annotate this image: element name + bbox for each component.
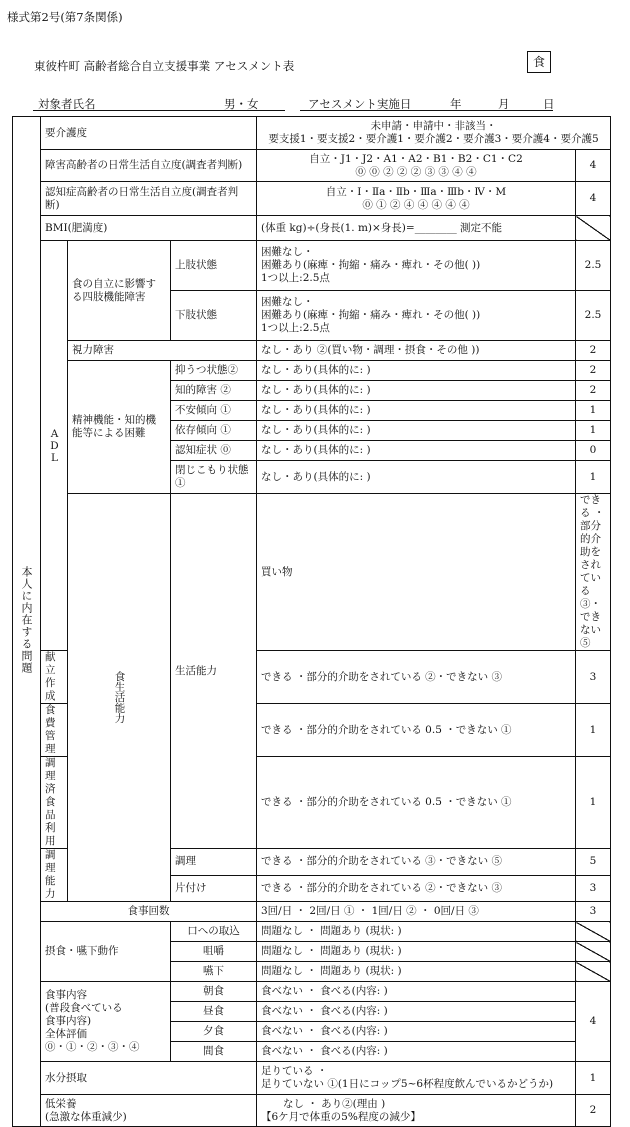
upper-limb-options: 困難なし・ 困難あり(麻痺・拘縮・痛み・痺れ・その他( )) 1つ以上:2.5点 [257, 241, 576, 291]
cooking-item-score: 5 [576, 849, 611, 876]
water-score: 1 [576, 1062, 611, 1095]
document-title: 東彼杵町 高齢者総合自立支援事業 アセスメント表 [34, 59, 295, 73]
date-day: 日 [543, 97, 555, 111]
mental-item-options: なし・あり(具体的に: ) [257, 381, 576, 401]
row-mental-1 [13, 361, 611, 381]
form-number: 様式第2号(第7条関係) [7, 10, 123, 24]
mental-item-options: なし・あり(具体的に: ) [257, 361, 576, 381]
meal-content-item-options: 食べない ・ 食べる(内容: ) [257, 1022, 576, 1042]
swallow-item-label: 嚥下 [171, 962, 257, 982]
living-item-options: できる ・部分的介助をされている ②・できない ③ [257, 651, 576, 704]
cooking-item-options: できる ・部分的介助をされている ③・できない ⑤ [257, 849, 576, 876]
row-upper-limb [13, 241, 611, 291]
side-label-cell [13, 117, 41, 1127]
swallow-score-void [576, 942, 611, 962]
subject-name-label: 対象者氏名 [38, 97, 96, 111]
mental-item-label: 不安傾向 ① [171, 401, 257, 421]
meal-content-item-options: 食べない ・ 食べる(内容: ) [257, 982, 576, 1002]
row-content-1 [13, 982, 611, 1002]
mental-item-options: なし・あり(具体的に: ) [257, 401, 576, 421]
living-item-score: 1 [576, 704, 611, 757]
meal-content-item-label: 昼食 [171, 1002, 257, 1022]
swallow-item-label: 咀嚼 [171, 942, 257, 962]
nutrition-options: なし ・ あり②(理由 ) 【6ケ月で体重の5%程度の減少】 [257, 1095, 576, 1127]
sex-choice: 男・女 [224, 97, 259, 111]
date-underline [300, 110, 553, 111]
swallow-label: 摂食・嚥下動作 [41, 922, 171, 982]
cooking-item-label: 調理 [171, 849, 257, 876]
meal-content-label: 食事内容 (普段食べている 食事内容) 全体評価 ⓪・①・②・③・④ [41, 982, 171, 1062]
swallow-score-void [576, 922, 611, 942]
water-options: 足りている ・ 足りていない ①(1日にコップ5~6杯程度飲んでいるかどうか) [257, 1062, 576, 1095]
living-item-options: できる ・部分的介助をされている 0.5 ・できない ① [257, 757, 576, 849]
mental-item-score: 1 [576, 401, 611, 421]
cooking-item-score: 3 [576, 875, 611, 902]
disability-independence-label: 障害高齢者の日常生活自立度(調査者判断) [41, 150, 257, 182]
row-dementia-independence [13, 182, 611, 216]
mental-function-label: 精神機能・知的機能等による困難 [68, 361, 171, 494]
mental-item-options: なし・あり(具体的に: ) [257, 441, 576, 461]
mental-item-options: なし・あり(具体的に: ) [257, 461, 576, 494]
upper-limb-label: 上肢状態 [171, 241, 257, 291]
nutrition-label: 低栄養 (急激な体重減少) [41, 1095, 257, 1127]
upper-limb-score: 2.5 [576, 241, 611, 291]
mental-item-score: 1 [576, 421, 611, 441]
vision-options: なし・あり ②(買い物・調理・摂食・その他 )) [257, 341, 576, 361]
mental-item-score: 0 [576, 441, 611, 461]
row-vision [13, 341, 611, 361]
side-label: 本人に内在する問題 [20, 565, 33, 674]
date-year: 年 [450, 97, 462, 111]
meal-content-item-options: 食べない ・ 食べる(内容: ) [257, 1002, 576, 1022]
living-ability-label: 生活能力 [171, 494, 257, 849]
cooking-item-options: できる ・部分的介助をされている ②・できない ③ [257, 875, 576, 902]
meal-content-item-options: 食べない ・ 食べる(内容: ) [257, 1042, 576, 1062]
disability-independence-options: 自立・J1・J2・A1・A2・B1・B2・C1・C2 ⓪ ⓪ ② ② ② ③ ③ ④ ④ [257, 150, 576, 182]
dementia-independence-label: 認知症高齢者の日常生活自立度(調査者判断) [41, 182, 257, 216]
living-item-options: できる ・部分的介助をされている 0.5 ・できない ① [257, 704, 576, 757]
bmi-score-void [576, 216, 611, 241]
nutrition-score: 2 [576, 1095, 611, 1127]
meal-content-item-label: 間食 [171, 1042, 257, 1062]
swallow-item-label: 口への取込 [171, 922, 257, 942]
bmi-label: BMI(肥満度) [41, 216, 257, 241]
mental-item-score: 1 [576, 461, 611, 494]
swallow-item-options: 問題なし ・ 問題あり (現状: ) [257, 942, 576, 962]
limb-impairment-label: 食の自立に影響する四肢機能障害 [68, 241, 171, 341]
living-item-score: 3 [576, 651, 611, 704]
care-level-options: 未申請・申請中・非該当・ 要支援1・要支援2・要介護1・要介護2・要介護3・要介護4・要介護5 [257, 117, 611, 150]
care-level-label: 要介護度 [41, 117, 257, 150]
meal-content-item-label: 夕食 [171, 1022, 257, 1042]
mental-item-label: 抑うつ状態② [171, 361, 257, 381]
meal-count-options: 3回/日 ・ 2回/日 ① ・ 1回/日 ② ・ 0回/日 ③ [257, 902, 576, 922]
date-month: 月 [498, 97, 510, 111]
adl-label: ADL [41, 241, 68, 651]
row-swallow-1 [13, 922, 611, 942]
lower-limb-options: 困難なし・ 困難あり(麻痺・拘縮・痛み・痺れ・その他( )) 1つ以上:2.5点 [257, 291, 576, 341]
row-disability-independence [13, 150, 611, 182]
meal-count-label: 食事回数 [41, 902, 257, 922]
vision-label: 視力障害 [68, 341, 257, 361]
row-water [13, 1062, 611, 1095]
bmi-formula: (体重 kg)÷(身長(1. m)×身長)=________ 測定不能 [257, 216, 576, 241]
cooking-ability-label: 調理能力 [41, 849, 68, 902]
meal-count-score: 3 [576, 902, 611, 922]
swallow-score-void [576, 962, 611, 982]
mental-item-score: 2 [576, 361, 611, 381]
dementia-independence-options: 自立・Ⅰ・Ⅱa・Ⅱb・Ⅲa・Ⅲb・Ⅳ・M ⓪ ① ② ④ ④ ④ ④ ④ [257, 182, 576, 216]
cooking-item-label: 片付け [171, 875, 257, 902]
swallow-item-options: 問題なし ・ 問題あり (現状: ) [257, 922, 576, 942]
row-nutrition [13, 1095, 611, 1127]
assessment-table [12, 116, 611, 1127]
meal-content-score: 4 [576, 982, 611, 1062]
row-bmi [13, 216, 611, 241]
meal-content-item-label: 朝食 [171, 982, 257, 1002]
living-item-label: 献立作成 [41, 651, 68, 704]
row-care-level [13, 117, 611, 150]
living-item-label: 買い物 [257, 494, 576, 651]
mental-item-label: 依存傾向 ① [171, 421, 257, 441]
mental-item-score: 2 [576, 381, 611, 401]
life-ability-label: 食生活能力 [68, 494, 171, 902]
mental-item-label: 知的障害 ② [171, 381, 257, 401]
living-item-score: 1 [576, 757, 611, 849]
lower-limb-label: 下肢状態 [171, 291, 257, 341]
subject-underline [33, 110, 285, 111]
swallow-item-options: 問題なし ・ 問題あり (現状: ) [257, 962, 576, 982]
living-item-label: 食費管理 [41, 704, 68, 757]
mental-item-options: なし・あり(具体的に: ) [257, 421, 576, 441]
dementia-independence-score: 4 [576, 182, 611, 216]
lower-limb-score: 2.5 [576, 291, 611, 341]
disability-independence-score: 4 [576, 150, 611, 182]
mental-item-label: 閉じこもり状態 ① [171, 461, 257, 494]
water-label: 水分摂取 [41, 1062, 257, 1095]
living-item-options: できる ・部分的介助をされている ③・できない ⑤ [576, 494, 611, 651]
row-life-1 [13, 494, 611, 651]
assessment-date-label: アセスメント実施日 [308, 97, 412, 111]
mental-item-label: 認知症状 ⓪ [171, 441, 257, 461]
living-item-label: 調理済食品利用 [41, 757, 68, 849]
category-badge: 食 [527, 51, 551, 73]
row-meal-count [13, 902, 611, 922]
vision-score: 2 [576, 341, 611, 361]
